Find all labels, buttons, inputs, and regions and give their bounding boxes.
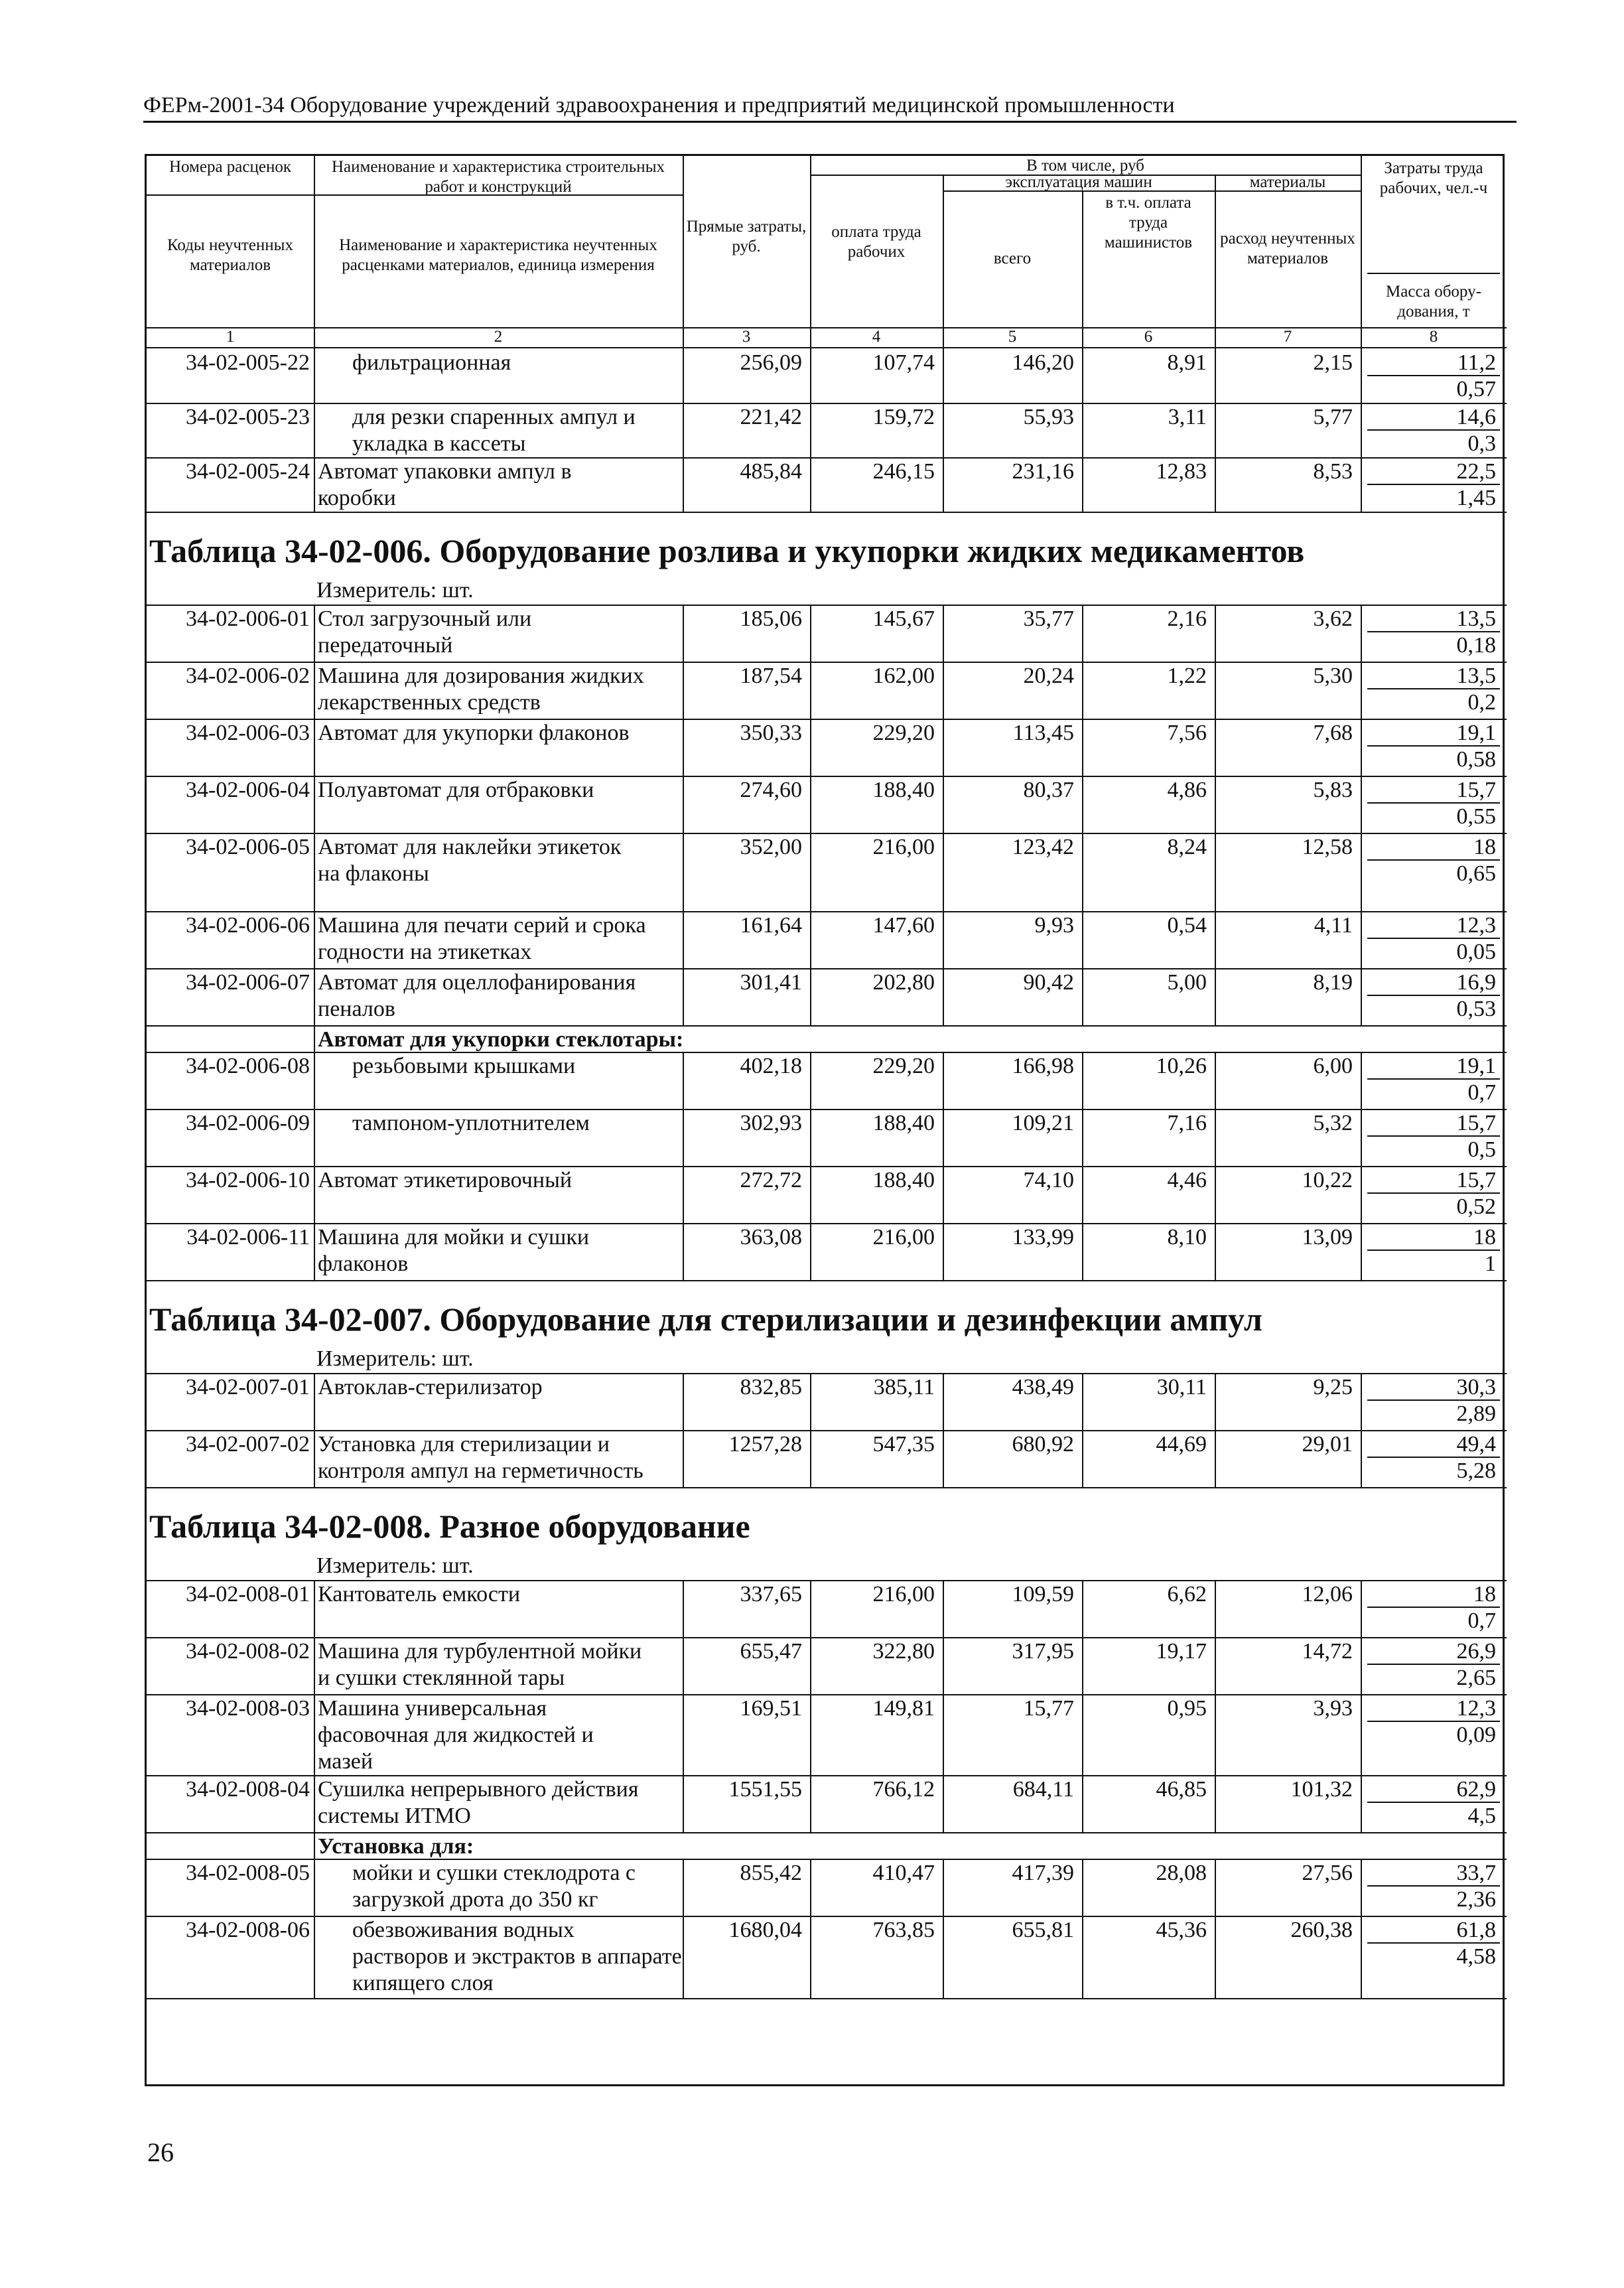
table-title: Таблица 34-02-006. Оборудование розлива и укупорки жидких медикаментов (149, 532, 1305, 569)
col1-header-top: Номера расценок (169, 158, 292, 176)
rate-name: Машина для печати серий и срока (318, 913, 646, 938)
col-rule (314, 1373, 315, 1430)
value-drivers: 0,95 (1167, 1696, 1207, 1721)
value-direct: 256,09 (740, 350, 802, 375)
rate-name: загрузкой дрота до 350 кг (352, 1887, 598, 1912)
equipment-mass: 4,5 (1467, 1804, 1496, 1828)
header-split-rule (1367, 273, 1500, 274)
value-total: 15,77 (1023, 1696, 1074, 1721)
rate-code: 34-02-005-23 (186, 405, 310, 429)
value-materials: 5,83 (1313, 778, 1353, 802)
value-materials: 7,68 (1313, 721, 1353, 745)
rate-name: Полуавтомат для отбраковки (318, 778, 594, 802)
value-drivers: 2,16 (1167, 607, 1207, 631)
value-drivers: 28,08 (1156, 1861, 1207, 1885)
col7-header: расход неучтенных материалов (1220, 230, 1355, 267)
value-total: 80,37 (1023, 778, 1074, 802)
equipment-mass: 1,45 (1456, 486, 1496, 510)
value-materials: 3,62 (1313, 607, 1353, 631)
value-direct: 169,51 (740, 1696, 802, 1721)
value-drivers: 1,22 (1167, 664, 1207, 688)
col4-header: оплата труда рабочих (831, 223, 921, 261)
col-rule (314, 348, 315, 403)
value-total: 123,42 (1012, 835, 1074, 859)
col-rule (314, 605, 315, 662)
value-labor: 547,35 (872, 1432, 935, 1457)
value-drivers: 8,91 (1167, 350, 1207, 375)
rate-name: Автомат для укупорки флаконов (318, 721, 630, 745)
rate-name: Автомат для оцеллофанирования (318, 970, 636, 995)
value-direct: 185,06 (740, 607, 802, 631)
value-materials: 8,53 (1313, 459, 1353, 484)
value-direct: 350,33 (740, 721, 802, 745)
col2-header-bottom: Наименование и характеристика неучтенных расценками материалов, единица измерения (339, 236, 657, 274)
labor-hours: 16,9 (1456, 970, 1496, 995)
rate-name: Автомат этикетировочный (318, 1168, 573, 1192)
value-drivers: 19,17 (1156, 1639, 1207, 1664)
value-materials: 9,25 (1313, 1375, 1353, 1399)
labor-hours: 18 (1473, 835, 1496, 859)
rate-code: 34-02-006-01 (186, 607, 310, 631)
col-rule (314, 1166, 315, 1223)
value-total: 90,42 (1023, 970, 1074, 995)
value-materials: 8,19 (1313, 970, 1353, 995)
equipment-mass: 2,36 (1456, 1887, 1496, 1912)
rate-code: 34-02-006-02 (186, 664, 310, 688)
rate-name: укладка в кассеты (352, 431, 526, 456)
value-materials: 29,01 (1302, 1432, 1353, 1457)
value-drivers: 4,86 (1167, 778, 1207, 802)
equipment-mass: 0,09 (1456, 1723, 1496, 1747)
rate-name: пеналов (318, 997, 395, 1021)
rate-name: Машина для дозирования жидких (318, 664, 644, 688)
header-col-rule (1082, 190, 1083, 327)
rate-code: 34-02-008-04 (186, 1777, 310, 1802)
equipment-mass: 0,58 (1456, 747, 1496, 772)
value-total: 109,59 (1012, 1582, 1074, 1607)
rate-code: 34-02-006-03 (186, 721, 310, 745)
value-drivers: 44,69 (1156, 1432, 1207, 1457)
value-drivers: 0,54 (1167, 913, 1207, 938)
rate-code: 34-02-007-01 (186, 1375, 310, 1399)
equipment-mass: 0,55 (1456, 804, 1496, 829)
col-rule (314, 968, 315, 1025)
group-header: В том числе, руб (1026, 157, 1144, 175)
equipment-mass: 0,05 (1456, 940, 1496, 964)
value-materials: 14,72 (1302, 1639, 1353, 1664)
rate-code: 34-02-007-02 (186, 1432, 310, 1457)
measure-unit: Измеритель: шт. (316, 1346, 474, 1371)
value-total: 109,21 (1012, 1111, 1074, 1135)
equipment-mass: 0,5 (1467, 1137, 1496, 1162)
col-rule (314, 1916, 315, 1998)
rate-name: флаконов (318, 1251, 409, 1276)
value-materials: 12,58 (1302, 835, 1353, 859)
value-labor: 410,47 (872, 1861, 935, 1885)
labor-hours: 15,7 (1456, 778, 1496, 802)
value-materials: 260,38 (1290, 1918, 1353, 1942)
col-rule (314, 911, 315, 968)
header-col-rule (1215, 175, 1216, 327)
col-rule (314, 1223, 315, 1280)
value-total: 113,45 (1012, 721, 1074, 745)
col-rule (314, 1859, 315, 1916)
labor-hours: 15,7 (1456, 1111, 1496, 1135)
table-title: Таблица 34-02-007. Оборудование для стерилизации и дезинфекции ампул (149, 1301, 1262, 1338)
column-number: 2 (494, 328, 503, 346)
value-materials: 5,32 (1313, 1111, 1353, 1135)
value-labor: 188,40 (872, 778, 935, 802)
col8-header-top: Затраты труда рабочих, чел.-ч (1379, 159, 1488, 197)
value-total: 680,92 (1012, 1432, 1074, 1457)
value-total: 655,81 (1012, 1918, 1074, 1942)
value-drivers: 6,62 (1167, 1582, 1207, 1607)
col-rule (314, 457, 315, 512)
col-rule (314, 662, 315, 719)
rate-name: передаточный (318, 633, 453, 658)
rate-name: Автоклав-стерилизатор (318, 1375, 543, 1399)
value-direct: 1551,55 (728, 1777, 802, 1802)
col8-header-bottom: Масса обору-дования, т (1386, 283, 1481, 321)
rate-name: годности на этикетках (318, 940, 532, 964)
value-total: 133,99 (1012, 1225, 1074, 1250)
value-direct: 337,65 (740, 1582, 802, 1607)
row-rule (147, 1998, 1507, 1999)
value-materials: 5,77 (1313, 405, 1353, 429)
value-drivers: 12,83 (1156, 459, 1207, 484)
rate-name: лекарственных средств (318, 690, 541, 715)
col-rule (314, 776, 315, 833)
value-direct: 302,93 (740, 1111, 802, 1135)
rate-code: 34-02-006-08 (186, 1054, 310, 1078)
rate-code: 34-02-006-05 (186, 835, 310, 859)
labor-hours: 12,3 (1456, 913, 1496, 938)
col-rule (314, 1580, 315, 1637)
value-total: 231,16 (1012, 459, 1074, 484)
row-rule (147, 1280, 1507, 1281)
column-number: 5 (1008, 328, 1017, 346)
rate-name: контроля ампул на герметичность (318, 1459, 643, 1483)
value-labor: 162,00 (872, 664, 935, 688)
rate-name: растворов и экстрактов в аппарате (352, 1944, 682, 1969)
value-materials: 12,06 (1302, 1582, 1353, 1607)
value-direct: 352,00 (740, 835, 802, 859)
equipment-mass: 0,18 (1456, 633, 1496, 658)
value-labor: 145,67 (872, 607, 935, 631)
labor-hours: 12,3 (1456, 1696, 1496, 1721)
equipment-mass: 0,52 (1456, 1194, 1496, 1219)
labor-hours: 18 (1473, 1582, 1496, 1607)
col2-header-top: Наименование и характеристика строительных работ и конструкций (331, 158, 665, 196)
value-total: 417,39 (1012, 1861, 1074, 1885)
rate-name: на флаконы (318, 861, 429, 886)
value-direct: 832,85 (740, 1375, 802, 1399)
col-rule (314, 1775, 315, 1832)
measure-unit: Измеритель: шт. (316, 1553, 474, 1578)
rate-code: 34-02-006-11 (186, 1225, 310, 1250)
value-total: 9,93 (1034, 913, 1074, 938)
value-labor: 216,00 (872, 1225, 935, 1250)
labor-hours: 14,6 (1456, 405, 1496, 429)
rate-name: Машина универсальная (318, 1696, 547, 1721)
labor-hours: 15,7 (1456, 1168, 1496, 1192)
labor-hours: 18 (1473, 1225, 1496, 1250)
measure-unit: Измеритель: шт. (316, 578, 474, 603)
value-direct: 272,72 (740, 1168, 802, 1192)
col-rule (314, 1694, 315, 1775)
value-direct: 485,84 (740, 459, 802, 484)
value-drivers: 7,56 (1167, 721, 1207, 745)
subheading: Установка для: (318, 1834, 474, 1859)
rate-code: 34-02-006-09 (186, 1111, 310, 1135)
value-total: 55,93 (1023, 405, 1074, 429)
column-number: 1 (226, 328, 235, 346)
value-labor: 766,12 (872, 1777, 935, 1802)
value-materials: 5,30 (1313, 664, 1353, 688)
rate-code: 34-02-008-03 (186, 1696, 310, 1721)
labor-hours: 13,5 (1456, 664, 1496, 688)
value-labor: 188,40 (872, 1111, 935, 1135)
value-drivers: 5,00 (1167, 970, 1207, 995)
value-total: 317,95 (1012, 1639, 1074, 1664)
materials-header: материалы (1249, 173, 1326, 191)
equipment-mass: 2,89 (1456, 1401, 1496, 1426)
equipment-mass: 4,58 (1456, 1944, 1496, 1969)
value-direct: 363,08 (740, 1225, 802, 1250)
rate-name: резьбовыми крышками (352, 1054, 576, 1078)
equipment-mass: 0,3 (1467, 431, 1496, 456)
value-labor: 159,72 (872, 405, 935, 429)
rate-code: 34-02-008-06 (186, 1918, 310, 1942)
labor-hours: 26,9 (1456, 1639, 1496, 1664)
rate-name: системы ИТМО (318, 1804, 471, 1828)
col-rule (314, 403, 315, 457)
value-labor: 202,80 (872, 970, 935, 995)
value-drivers: 10,26 (1156, 1054, 1207, 1078)
rate-name: кипящего слоя (352, 1971, 494, 1995)
labor-hours: 61,8 (1456, 1918, 1496, 1942)
rate-name: мойки и сушки стеклодрота с (352, 1861, 636, 1885)
labor-hours: 13,5 (1456, 607, 1496, 631)
labor-hours: 11,2 (1457, 350, 1496, 375)
rate-code: 34-02-005-22 (186, 350, 310, 375)
row-rule (147, 1487, 1507, 1488)
equipment-mass: 0,7 (1467, 1609, 1496, 1633)
rate-code: 34-02-008-01 (186, 1582, 310, 1607)
value-total: 166,98 (1012, 1054, 1074, 1078)
rate-name: фильтрационная (352, 350, 511, 375)
value-drivers: 7,16 (1167, 1111, 1207, 1135)
rate-name: Автомат упаковки ампул в (318, 459, 572, 484)
equipment-mass: 0,2 (1467, 690, 1496, 715)
rate-code: 34-02-006-10 (186, 1168, 310, 1192)
header-nums-rule (147, 347, 1507, 348)
header-col-rule (1361, 156, 1362, 327)
column-number: 7 (1283, 328, 1292, 346)
equipment-mass: 5,28 (1456, 1459, 1496, 1483)
running-head: ФЕРм-2001-34 Оборудование учреждений здравоохранения и предприятий медицинской промышленности (143, 93, 1517, 123)
value-direct: 221,42 (740, 405, 802, 429)
value-materials: 101,32 (1290, 1777, 1353, 1802)
col6-header: в т.ч. оплата труда машинистов (1104, 194, 1193, 251)
value-total: 146,20 (1012, 350, 1074, 375)
col1-header-bottom: Коды неучтенных материалов (167, 236, 293, 274)
col-rule (810, 327, 811, 347)
value-direct: 855,42 (740, 1861, 802, 1885)
value-labor: 763,85 (872, 1918, 935, 1942)
rate-name: Кантователь емкости (318, 1582, 521, 1607)
machines-header: эксплуатация машин (1005, 173, 1152, 191)
value-drivers: 30,11 (1156, 1375, 1207, 1399)
rate-name: и сушки стеклянной тары (318, 1666, 565, 1690)
col-rule (314, 327, 315, 347)
value-materials: 4,11 (1314, 913, 1353, 938)
subheading: Автомат для укупорки стеклотары: (318, 1027, 684, 1052)
value-total: 438,49 (1012, 1375, 1074, 1399)
column-number: 8 (1429, 328, 1438, 346)
value-direct: 655,47 (740, 1639, 802, 1664)
col-rule (314, 1109, 315, 1166)
col-rule (314, 1637, 315, 1694)
value-labor: 322,80 (872, 1639, 935, 1664)
value-direct: 1257,28 (728, 1432, 802, 1457)
row-rule (147, 512, 1507, 513)
rate-name: Сушилка непрерывного действия (318, 1777, 639, 1802)
labor-hours: 33,7 (1456, 1861, 1496, 1885)
equipment-mass: 0,53 (1456, 997, 1496, 1021)
col-rule (314, 719, 315, 776)
rates-table (145, 154, 1505, 2086)
value-total: 74,10 (1023, 1168, 1074, 1192)
rate-name: Стол загрузочный или (318, 607, 532, 631)
equipment-mass: 2,65 (1456, 1666, 1496, 1690)
value-materials: 6,00 (1313, 1054, 1353, 1078)
labor-hours: 19,1 (1456, 721, 1496, 745)
rate-code: 34-02-008-05 (186, 1861, 310, 1885)
rate-name: Установка для стерилизации и (318, 1432, 610, 1457)
value-labor: 216,00 (872, 835, 935, 859)
value-labor: 107,74 (872, 350, 935, 375)
col-rule (1215, 327, 1216, 347)
labor-hours: 62,9 (1456, 1777, 1496, 1802)
column-number: 4 (872, 328, 881, 346)
value-direct: 402,18 (740, 1054, 802, 1078)
col-rule (314, 1025, 315, 1052)
value-labor: 188,40 (872, 1168, 935, 1192)
value-labor: 147,60 (872, 913, 935, 938)
col3-header: Прямые затраты, руб. (686, 218, 807, 255)
value-total: 20,24 (1023, 664, 1074, 688)
rate-name: фасовочная для жидкостей и (318, 1723, 594, 1747)
rate-name: Машина для мойки и сушки (318, 1225, 590, 1250)
value-drivers: 45,36 (1156, 1918, 1207, 1942)
value-direct: 274,60 (740, 778, 802, 802)
rate-code: 34-02-005-24 (186, 459, 310, 484)
col5-header: всего (993, 250, 1032, 267)
value-total: 35,77 (1023, 607, 1074, 631)
value-labor: 246,15 (872, 459, 935, 484)
col-rule (314, 1052, 315, 1109)
rate-name: для резки спаренных ампул и (352, 405, 636, 429)
col-rule (1361, 327, 1362, 347)
labor-hours: 22,5 (1456, 459, 1496, 484)
value-labor: 149,81 (872, 1696, 935, 1721)
column-number: 6 (1144, 328, 1153, 346)
equipment-mass: 0,7 (1467, 1080, 1496, 1105)
rate-name: Машина для турбулентной мойки (318, 1639, 642, 1664)
value-direct: 301,41 (740, 970, 802, 995)
value-drivers: 8,24 (1167, 835, 1207, 859)
rate-code: 34-02-006-07 (186, 970, 310, 995)
rate-name: мазей (318, 1749, 373, 1774)
equipment-mass: 0,65 (1456, 861, 1496, 886)
value-drivers: 3,11 (1168, 405, 1207, 429)
value-materials: 27,56 (1302, 1861, 1353, 1885)
column-number: 3 (742, 328, 751, 346)
value-labor: 216,00 (872, 1582, 935, 1607)
col-rule (314, 1430, 315, 1487)
value-materials: 10,22 (1302, 1168, 1353, 1192)
labor-hours: 49,4 (1456, 1432, 1496, 1457)
rate-code: 34-02-006-04 (186, 778, 310, 802)
value-drivers: 8,10 (1167, 1225, 1207, 1250)
rate-code: 34-02-006-06 (186, 913, 310, 938)
col-rule (1082, 327, 1083, 347)
value-direct: 187,54 (740, 664, 802, 688)
value-direct: 161,64 (740, 913, 802, 938)
col-rule (943, 327, 944, 347)
value-drivers: 46,85 (1156, 1777, 1207, 1802)
labor-hours: 19,1 (1456, 1054, 1496, 1078)
value-direct: 1680,04 (728, 1918, 802, 1942)
equipment-mass: 0,57 (1456, 377, 1496, 401)
labor-hours: 30,3 (1456, 1375, 1496, 1399)
value-labor: 229,20 (872, 1054, 935, 1078)
equipment-mass: 1 (1485, 1251, 1496, 1276)
rate-name: Автомат для наклейки этикеток (318, 835, 622, 859)
value-drivers: 4,46 (1167, 1168, 1207, 1192)
value-labor: 229,20 (872, 721, 935, 745)
value-materials: 2,15 (1313, 350, 1353, 375)
value-materials: 3,93 (1313, 1696, 1353, 1721)
value-total: 684,11 (1012, 1777, 1074, 1802)
value-labor: 385,11 (873, 1375, 935, 1399)
rate-name: тампоном-уплотнителем (352, 1111, 590, 1135)
page-number: 26 (147, 2137, 174, 2167)
table-title: Таблица 34-02-008. Разное оборудование (149, 1508, 750, 1545)
col-rule (314, 1832, 315, 1859)
rate-name: коробки (318, 486, 396, 510)
rate-code: 34-02-008-02 (186, 1639, 310, 1664)
value-materials: 13,09 (1302, 1225, 1353, 1250)
col-rule (314, 833, 315, 911)
rate-name: обезвоживания водных (352, 1918, 575, 1942)
col-rule (683, 327, 684, 347)
